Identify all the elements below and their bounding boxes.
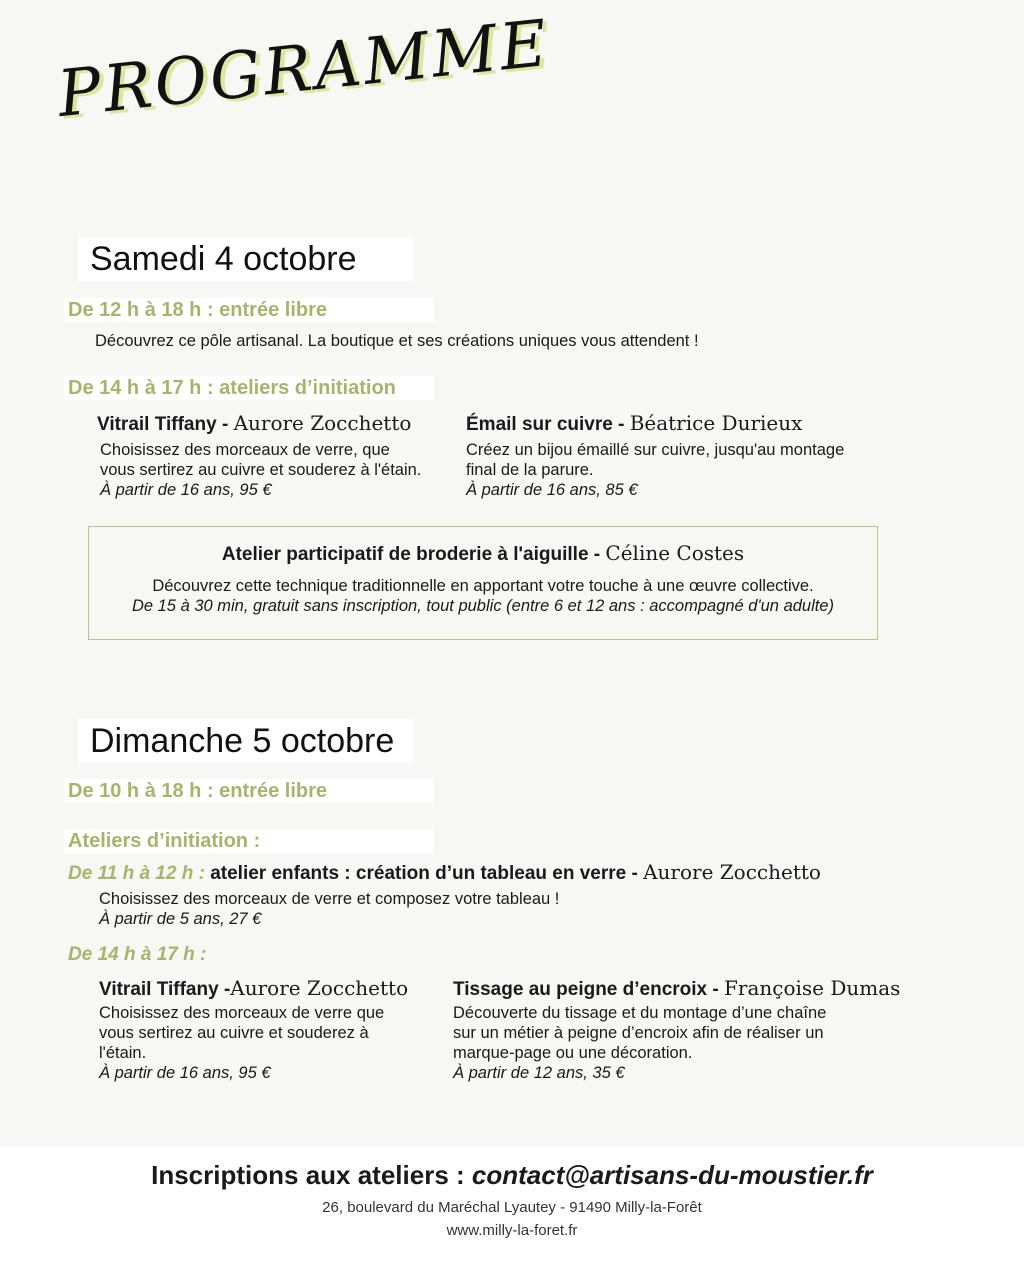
- footer: [0, 1147, 1024, 1280]
- embroidery-artist: Céline Costes: [605, 541, 745, 565]
- workshop-price: À partir de 12 ans, 35 €: [453, 1064, 625, 1082]
- embroidery-box: [88, 526, 878, 640]
- workshop-desc-2: final de la parure.: [466, 461, 594, 479]
- kids-title: atelier enfants : création d’un tableau en verre -: [210, 863, 644, 884]
- workshop-desc-3: marque-page ou une décoration.: [453, 1044, 693, 1062]
- workshop-tissage-sunday: [453, 976, 900, 1083]
- saturday-free-entry-desc: Découvrez ce pôle artisanal. La boutique et ses créations uniques vous attendent !: [95, 332, 699, 350]
- sunday-free-entry: De 10 h à 18 h : entrée libre: [64, 779, 434, 803]
- embroidery-details: De 15 à 30 min, gratuit sans inscription, tout public (entre 6 et 12 ans : accompagné d'un adulte): [131, 597, 835, 615]
- workshop-artist: Aurore Zocchetto: [233, 411, 412, 435]
- workshop-title: Tissage au peigne d’encroix -: [453, 979, 725, 1000]
- kids-price: À partir de 5 ans, 27 €: [99, 910, 262, 928]
- workshop-artist: Aurore Zocchetto: [230, 976, 409, 1000]
- saturday-heading: Samedi 4 octobre: [78, 237, 414, 281]
- embroidery-title: Atelier participatif de broderie à l'aiguille -: [221, 544, 606, 565]
- workshop-vitrail-sunday: [99, 976, 408, 1083]
- workshop-kids-sunday: [68, 860, 821, 929]
- embroidery-desc: Découvrez cette technique traditionnelle en apportant votre touche à une œuvre collective.: [152, 577, 814, 595]
- kids-artist: Aurore Zocchetto: [643, 860, 821, 884]
- workshop-desc-2: sur un métier à peigne d’encroix afin de réaliser un: [453, 1024, 824, 1042]
- kids-time: De 11 h à 12 h :: [68, 863, 211, 884]
- sunday-afternoon-time: De 14 h à 17 h :: [68, 944, 207, 965]
- workshop-artist: Françoise Dumas: [724, 976, 901, 1000]
- saturday-workshops-heading: De 14 h à 17 h : ateliers d’initiation: [64, 376, 434, 400]
- workshop-desc-1: Créez un bijou émaillé sur cuivre, jusqu'au montage: [466, 441, 845, 459]
- footer-address: 26, boulevard du Maréchal Lyautey - 91490 Milly-la-Forêt: [322, 1199, 702, 1216]
- workshop-desc-1: Choisissez des morceaux de verre que: [99, 1004, 385, 1022]
- workshop-desc-1: Choisissez des morceaux de verre, que: [100, 441, 390, 459]
- workshop-title: Vitrail Tiffany -: [99, 979, 231, 1000]
- workshop-title: Émail sur cuivre -: [466, 414, 630, 435]
- workshop-title: Vitrail Tiffany -: [97, 414, 234, 435]
- workshop-price: À partir de 16 ans, 85 €: [466, 481, 638, 499]
- saturday-free-entry: De 12 h à 18 h : entrée libre: [64, 298, 434, 322]
- workshop-desc-1: Découverte du tissage et du montage d’une chaîne: [453, 1004, 827, 1022]
- workshop-email-saturday: [466, 411, 844, 500]
- page-title: PROGRAMME: [54, 6, 554, 132]
- workshop-price: À partir de 16 ans, 95 €: [100, 481, 272, 499]
- footer-email-link[interactable]: contact@artisans-du-moustier.fr: [471, 1160, 873, 1190]
- sunday-heading: Dimanche 5 octobre: [78, 719, 414, 763]
- workshop-artist: Béatrice Durieux: [629, 411, 803, 435]
- footer-website-link[interactable]: www.milly-la-foret.fr: [446, 1222, 578, 1239]
- workshop-price: À partir de 16 ans, 95 €: [99, 1064, 271, 1082]
- sunday-workshops-heading: Ateliers d’initiation :: [64, 829, 434, 853]
- workshop-desc-2: vous sertirez au cuivre et souderez à l'étain.: [100, 461, 422, 479]
- kids-desc: Choisissez des morceaux de verre et composez votre tableau !: [99, 890, 560, 908]
- workshop-desc-2: vous sertirez au cuivre et souderez à: [99, 1024, 369, 1042]
- footer-label: Inscriptions aux ateliers :: [151, 1160, 472, 1190]
- workshop-desc-3: l'étain.: [99, 1044, 147, 1062]
- workshop-vitrail-saturday: [97, 411, 421, 500]
